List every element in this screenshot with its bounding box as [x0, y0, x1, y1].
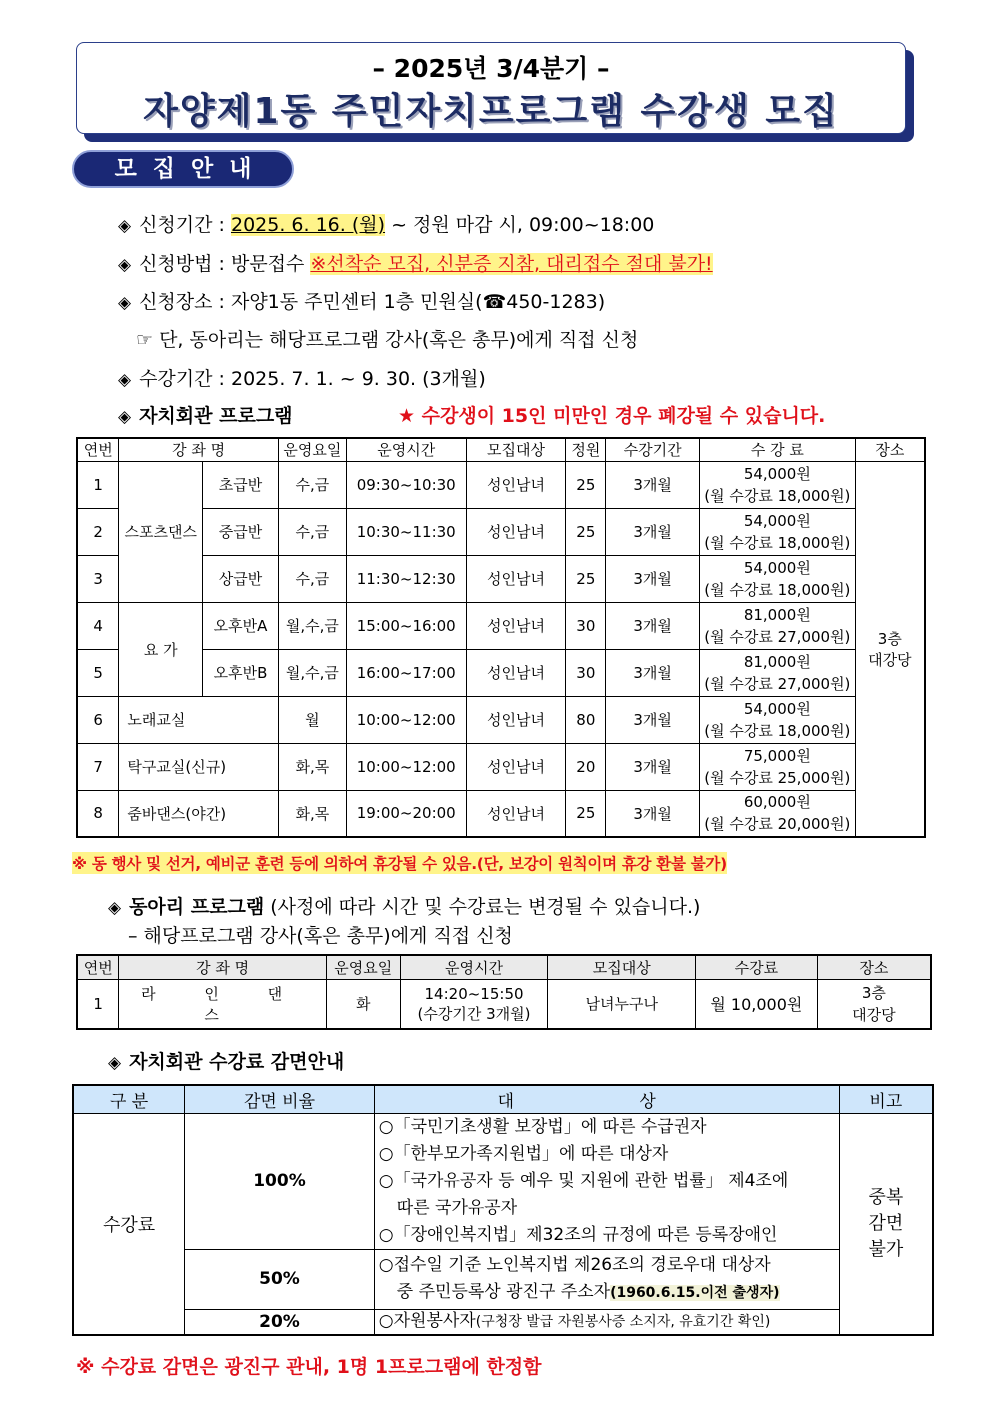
table-header-row: 구 분 감면 비율 대 상 비고 [73, 1085, 933, 1113]
table-row: 2 중급반 수,금 10:30~11:30 성인남녀 25 3개월 54,000원 (월 수강료 18,000원) [77, 508, 925, 555]
table-row: 7 탁구교실(신규) 화,목 10:00~12:00 성인남녀 20 3개월 75,000원 (월 수강료 25,000원) [77, 743, 925, 790]
diamond-bullet-icon: ◈ [108, 1053, 122, 1073]
info-place: ◈ 신청장소 : 자양1동 주민센터 1층 민원실(☎450-1283) [118, 291, 606, 313]
table-row: 6 노래교실 월 10:00~12:00 성인남녀 80 3개월 54,000원 (월 수강료 18,000원) [77, 696, 925, 743]
program-title: ◈ 자치회관 프로그램 [118, 405, 293, 427]
page-title: 자양제1동 주민자치프로그램 수강생 모집 [143, 91, 839, 132]
diamond-bullet-icon: ◈ [118, 407, 132, 427]
club-title: ◈ 동아리 프로그램 (사정에 따라 시간 및 수강료는 변경될 수 있습니다.) [108, 896, 701, 918]
place-cell: 3층 대강당 [855, 461, 925, 837]
section-pill: 모집안내 [72, 150, 294, 188]
table-header-row: 연번 강 좌 명 운영요일 운영시간 모집대상 수강료 장소 [77, 955, 931, 979]
discount-table [72, 1084, 934, 1336]
info-club-note: ☞ 단, 동아리는 해당프로그램 강사(혹은 총무)에게 직접 신청 [136, 329, 639, 351]
diamond-bullet-icon: ◈ [118, 216, 132, 236]
table-row: 수강료 100% ○「국민기초생활 보장법」에 따른 수급권자 ○「한부모가족지원법」에 따른 대상자 ○「국가유공자 등 예우 및 지원에 관한 법률」 제4조에 따른 국가유공자 ○「장애인복지법」제32조의 규정에 따른 등록장애인 중복 감면 불가 [73, 1113, 933, 1249]
discount-note: ※ 수강료 감면은 광진구 관내, 1명 1프로그램에 한정함 [76, 1356, 542, 1378]
diamond-bullet-icon: ◈ [118, 255, 132, 275]
program-table [76, 437, 926, 838]
diamond-bullet-icon: ◈ [118, 293, 132, 313]
group-yoga: 요 가 [119, 602, 203, 696]
table-row: 20% ○자원봉사자(구청장 발급 자원봉사증 소지자, 유효기간 확인) [73, 1309, 933, 1335]
table-header-row: 연번 강 좌 명 운영요일 운영시간 모집대상 정원 수강기간 수 강 료 장소 [77, 438, 925, 461]
diamond-bullet-icon: ◈ [118, 370, 132, 390]
diamond-bullet-icon: ◈ [108, 898, 122, 918]
table-row: 1 라 인 댄 스 화 14:20~15:50 (수강기간 3개월) 남녀누구나 월 10,000원 3층 대강당 [77, 979, 931, 1029]
table-row: 3 상급반 수,금 11:30~12:30 성인남녀 25 3개월 54,000원 (월 수강료 18,000원) [77, 555, 925, 602]
info-course-period: ◈ 수강기간 : 2025. 7. 1. ~ 9. 30. (3개월) [118, 368, 486, 390]
info-method: ◈ 신청방법 : 방문접수 ※선착순 모집, 신분증 지참, 대리접수 절대 불가! [118, 253, 713, 275]
table-row: 4 요 가 오후반A 월,수,금 15:00~16:00 성인남녀 30 3개월 81,000원 (월 수강료 27,000원) [77, 602, 925, 649]
group-sports: 스포츠댄스 [119, 461, 203, 602]
table-row: 50% ○접수일 기준 노인복지법 제26조의 경로우대 대상자 중 주민등록상 광진구 주소자(1960.6.15.이전 출생자) [73, 1249, 933, 1309]
holiday-note: ※ 동 행사 및 선거, 예비군 훈련 등에 의하여 휴강될 수 있음.(단, 보강이 원칙이며 휴강 환불 불가) [72, 852, 727, 874]
club-table [76, 954, 932, 1030]
title-subtitle: – 2025년 3/4분기 – [372, 54, 610, 83]
club-sub: – 해당프로그램 강사(혹은 총무)에게 직접 신청 [128, 925, 513, 947]
info-period: ◈ 신청기간 : 2025. 6. 16. (월) ~ 정원 마감 시, 09:00~18:00 [118, 214, 655, 236]
title-box [76, 42, 906, 134]
discount-title: ◈ 자치회관 수강료 감면안내 [108, 1051, 345, 1073]
program-warning: ★ 수강생이 15인 미만인 경우 폐강될 수 있습니다. [398, 405, 826, 427]
table-row: 5 오후반B 월,수,금 16:00~17:00 성인남녀 30 3개월 81,000원 (월 수강료 27,000원) [77, 649, 925, 696]
table-row: 1 스포츠댄스 초급반 수,금 09:30~10:30 성인남녀 25 3개월 54,000원 (월 수강료 18,000원) 3층 대강당 [77, 461, 925, 508]
table-row: 8 줌바댄스(야간) 화,목 19:00~20:00 성인남녀 25 3개월 60,000원 (월 수강료 20,000원) [77, 790, 925, 837]
